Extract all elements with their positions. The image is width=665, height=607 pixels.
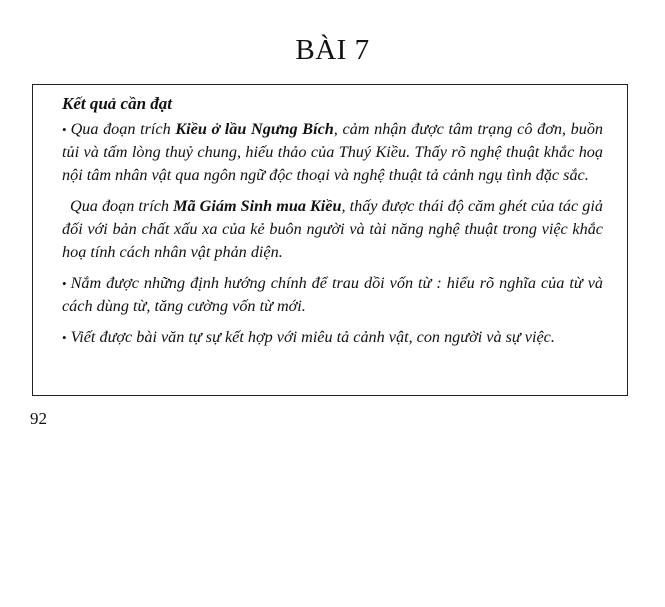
bullet-icon: •	[62, 330, 67, 345]
learning-outcomes-box	[32, 84, 628, 396]
outcome-item-2	[62, 195, 603, 264]
page-number: 92	[30, 409, 47, 428]
outcome-1-text-post: , cảm nhận được tâm trạng cô đơn, buồn tủi và tấm lòng thuỷ chung, hiếu thảo của Thuý Kiều. Thấy rõ nghệ thuật khắc hoạ nội tâm nhân vật qua ngôn ngữ độc thoại và nghệ thuật tả cảnh ngụ tình đặc sắc.	[62, 120, 604, 184]
outcome-4-text: Viết được bài văn tự sự kết hợp với miêu tả cảnh vật, con người và sự việc.	[70, 328, 555, 346]
outcome-3-text: Nắm được những định hướng chính để trau dồi vốn từ : hiểu rõ nghĩa của từ và cách dùng từ, tăng cường vốn từ mới.	[62, 274, 603, 315]
outcome-1-text-pre: Qua đoạn trích	[70, 120, 176, 138]
bullet-icon: •	[62, 276, 67, 291]
outcome-item-3	[62, 272, 603, 318]
bullet-icon: •	[62, 122, 67, 137]
outcome-1-excerpt-title: Kiều ở lầu Ngưng Bích	[175, 120, 334, 138]
outcome-item-1	[62, 118, 603, 187]
learning-outcomes-content	[62, 92, 603, 349]
lesson-title: BÀI 7	[295, 34, 370, 66]
outcome-2-excerpt-title: Mã Giám Sinh mua Kiều	[173, 197, 342, 215]
outcome-2-text-pre: Qua đoạn trích	[70, 197, 174, 215]
learning-outcomes-heading: Kết quả cần đạt	[62, 94, 173, 113]
outcome-2-text-post: , thấy được thái độ căm ghét của tác giả đối với bản chất xấu xa của kẻ buôn người và tài năng nghệ thuật trong việc khắc hoạ tính cách nhân vật phản diện.	[62, 197, 603, 261]
outcome-item-4	[62, 326, 603, 349]
